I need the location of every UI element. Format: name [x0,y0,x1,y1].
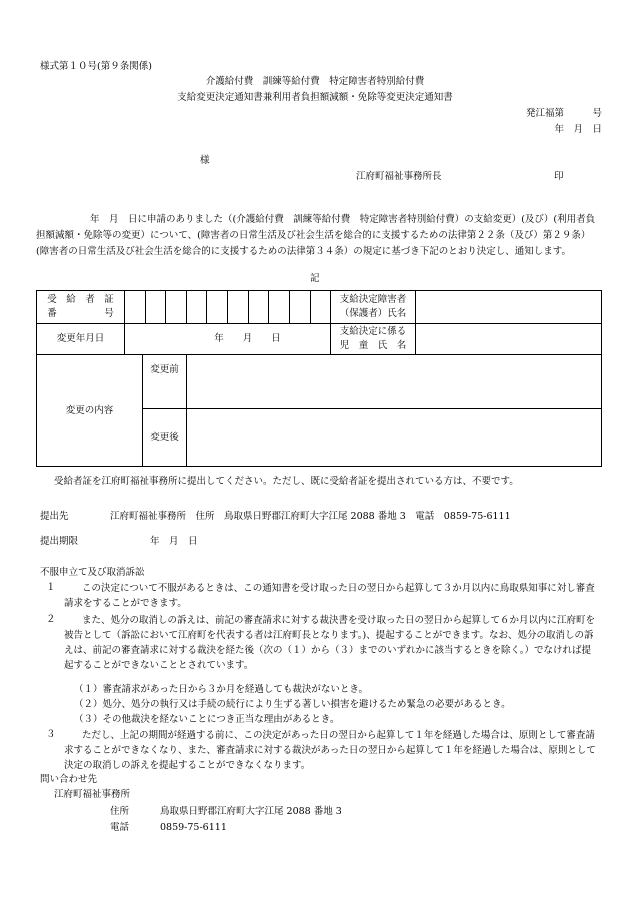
contact-address-label: 住所 [110,806,130,817]
cert-number-label: 受 給 者 証 番 号 [37,291,125,324]
after-content-cell[interactable] [187,409,602,467]
deadline-label: 提出期限 [40,536,79,547]
submit-to-value: 江府町福祉事務所 住所 鳥取県日野郡江府町大字江尾 2088 番地 3 電話 0859-75-6111 [110,511,511,522]
appeal-2-number: ２ [46,614,56,625]
submit-to-label: 提出先 [40,511,69,522]
title-line1: 介護給付費 訓練等給付費 特定障害者特別給付費 [205,76,425,87]
recipient-name-cell[interactable] [416,291,602,324]
decision-table [36,290,602,467]
before-label: 変更前 [143,355,187,409]
change-date-value[interactable]: 年 月 日 [125,324,331,355]
appeal-3-number: ３ [46,729,56,740]
change-content-label: 変更の内容 [37,355,143,467]
appeal-3-text: ただし、上記の期間が経過する前に、この決定があった日の翌日から起算して１年を経過した場合は、原則として審査請求することができなくなり、また、審査請求に対する裁決があった日の翌日から起算して１年を経過した場合は、原則として決定の取消しの訴えを提起することができなくなります。 [64,730,596,771]
title-line2: 支給変更決定通知書兼利用者負担額減額・免除等変更決定通知書 [177,92,453,103]
sub-item-3: （３）その他裁決を経ないことにつき正当な理由があるとき。 [74,714,340,725]
before-content-cell[interactable] [187,355,602,409]
contact-org: 江府町福祉事務所 [54,789,131,800]
form-id: 様式第１０号(第９条関係) [40,61,152,72]
contact-phone: 0859-75-6111 [160,822,227,833]
sub-item-2: （２）処分、処分の執行又は手続の続行により生ずる著しい損害を避けるため緊急の必要があるとき。 [74,699,511,710]
contact-address: 鳥取県日野郡江府町大字江尾 2088 番地 3 [160,806,342,817]
contact-heading: 問い合わせ先 [40,774,98,785]
cert-number-cells[interactable] [125,291,331,324]
appeal-heading: 不服申立て及び取消訴訟 [40,567,145,578]
seal-mark: 印 [554,171,564,182]
addressee-suffix: 様 [200,155,210,166]
deadline-value: 年 月 日 [150,536,198,547]
child-name-cell[interactable] [416,324,602,355]
change-date-label: 変更年月日 [37,324,125,355]
ki-mark: 記 [310,273,320,284]
notice-text: 受給者証を江府町福祉事務所に提出してください。ただし、既に受給者証を提出されている方は、不要です。 [54,476,519,487]
appeal-1-text: この決定について不服があるときは、この通知書を受け取った日の翌日から起算して３か月以内に鳥取県知事に対し審査請求をすることができます。 [64,583,595,609]
issuer: 江府町福祉事務所長 [356,171,442,182]
recipient-label: 支給決定障害者 （保護者）氏名 [331,291,416,324]
issue-number: 発江福第 号 [525,108,602,119]
sub-item-1: （１）審査請求があった日から３か月を経過しても裁決がないとき。 [74,684,369,695]
child-name-label: 支給決定に係る 児 童 氏 名 [331,324,416,355]
appeal-2-text: また、処分の取消しの訴えは、前記の審査請求に対する裁決書を受け取った日の翌日から起算して６か月以内に江府町を被告として（訴訟において江府町を代表する者は江府町長となります。)、提起することができます。なお、処分の取消しの訴えは、前記の審査請求に対する裁決を経た後（次の（１）から（３）までのいずれかに該当するときを除く。）でなければ提起することができないこととされています。 [64,615,596,671]
after-label: 変更後 [143,409,187,467]
appeal-1-number: １ [46,582,56,593]
body-text: 年 月 日に申請のありました（(介護給付費 訓練等給付費 特定障害者特別給付費）の支給変更）(及び）(利用者負担額減額・免除等の変更）について、(障害者の日常生活及び社会生活を総合的に支援するための法律第２２条（及び）第２９条）(障害者の日常生活及び社会生活を総合的に支援するための法律第３４条）の規定に基づき下記のとおり決定し、通知します。 [36,214,596,257]
contact-phone-label: 電話 [110,822,130,833]
issue-date: 年 月 日 [554,124,602,135]
